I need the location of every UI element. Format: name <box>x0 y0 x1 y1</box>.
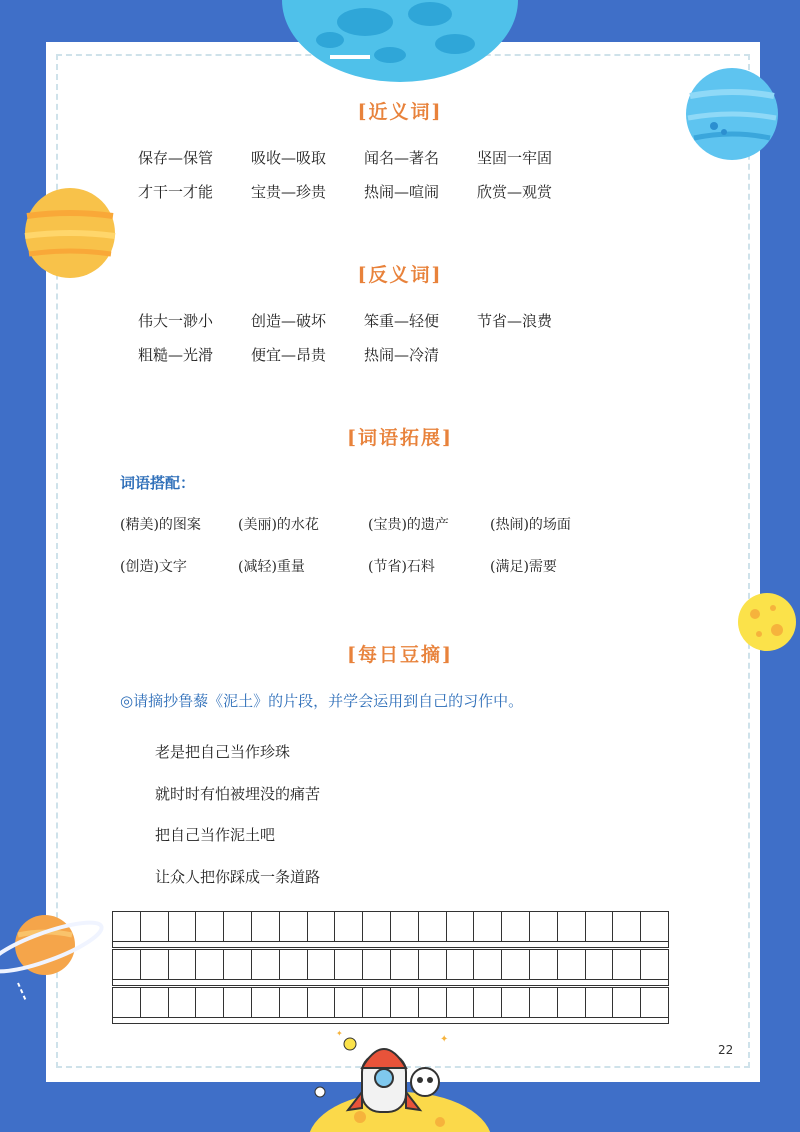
synonym-pair: 热闹—喧闹 <box>364 183 440 201</box>
synonym-pair: 宝贵—珍贵 <box>251 183 327 201</box>
daily-excerpt-heading: [每日豆摘] <box>347 644 453 666</box>
poem-excerpt <box>155 732 320 898</box>
svg-text:✦: ✦ <box>440 1034 449 1045</box>
page-number: 22 <box>718 1043 734 1057</box>
excerpt-instruction: ◎请摘抄鲁藜《泥土》的片段，并学会运用到自己的习作中。 <box>120 692 524 710</box>
collocation-item: (满足)需要 <box>490 559 557 575</box>
collocation-item: (减轻)重量 <box>238 559 305 575</box>
poem-line: 让众人把你踩成一条道路 <box>155 867 321 886</box>
synonym-pair: 闻名—著名 <box>364 149 440 167</box>
synonym-pair: 欣赏—观赏 <box>477 183 553 201</box>
collocation-item: (创造)文字 <box>120 559 187 575</box>
collocation-item: (宝贵)的遗产 <box>368 517 449 533</box>
synonym-pair: 坚固一牢固 <box>477 149 553 167</box>
collocation-item: (热闹)的场面 <box>490 517 571 533</box>
antonym-pair: 粗糙—光滑 <box>138 346 214 364</box>
synonyms-list <box>138 147 590 202</box>
collocation-subtitle: 词语搭配： <box>120 474 196 492</box>
antonym-pair: 创造—破坏 <box>251 312 327 330</box>
collocation-item: (美丽)的水花 <box>238 517 319 533</box>
antonyms-list <box>138 310 590 365</box>
antonym-pair: 节省—浪费 <box>477 312 553 330</box>
antonyms-heading: [反义词] <box>357 264 443 286</box>
svg-text:✦: ✦ <box>336 1029 343 1038</box>
writing-grid[interactable] <box>112 911 670 1025</box>
antonym-pair: 便宜—昂贵 <box>251 346 327 364</box>
expansion-heading: [词语拓展] <box>347 427 453 449</box>
saturn-planet-icon <box>0 905 110 1005</box>
synonyms-heading: [近义词] <box>357 101 443 123</box>
blue-moon-planet-icon <box>270 0 530 90</box>
antonym-pair: 伟大一渺小 <box>138 312 214 330</box>
poem-line: 就时时有怕被埋没的痛苦 <box>155 784 321 803</box>
antonym-pair: 热闹—冷清 <box>364 346 440 364</box>
synonym-pair: 才干一才能 <box>138 183 214 201</box>
rocket-moon-illustration <box>300 1022 500 1132</box>
writing-grid-row[interactable] <box>112 949 670 987</box>
collocation-item: (节省)石料 <box>368 559 435 575</box>
collocation-item: (精美)的图案 <box>120 517 201 533</box>
writing-grid-row[interactable] <box>112 911 670 949</box>
poem-line: 把自己当作泥土吧 <box>155 826 276 844</box>
writing-grid-row[interactable] <box>112 987 670 1025</box>
poem-line: 老是把自己当作珍珠 <box>155 743 291 761</box>
synonym-pair: 吸收—吸取 <box>251 149 327 167</box>
antonym-pair: 笨重—轻便 <box>364 312 440 330</box>
collocation-list <box>120 514 610 576</box>
synonym-pair: 保存—保管 <box>138 149 214 167</box>
